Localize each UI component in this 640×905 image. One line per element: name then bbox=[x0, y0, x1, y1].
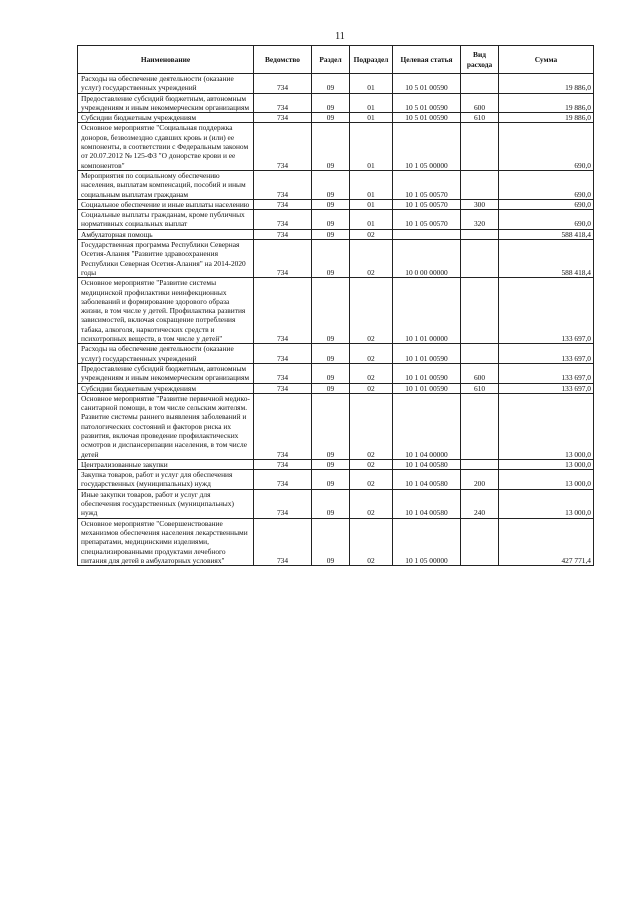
row-expense-type bbox=[461, 240, 499, 278]
row-department: 734 bbox=[254, 459, 312, 469]
row-subsection: 02 bbox=[350, 344, 393, 364]
row-name: Мероприятия по социальному обеспечению населения, выплатам компенсаций, пособий и иным социальным выплатам гражданам bbox=[78, 170, 254, 199]
row-name: Основное мероприятие "Социальная поддержка доноров, безвозмездно сдавших кровь и (или) ее компоненты, в соответствии с Федеральным законом от 20.07.2012 № 125-ФЗ "О донорстве крови и ее компонентов" bbox=[78, 123, 254, 170]
row-target-article: 10 0 00 00000 bbox=[393, 240, 461, 278]
row-department: 734 bbox=[254, 210, 312, 230]
column-header-sum: Сумма bbox=[499, 46, 594, 74]
table-row bbox=[78, 470, 594, 490]
row-subsection: 01 bbox=[350, 123, 393, 170]
row-sum: 19 886,0 bbox=[499, 74, 594, 94]
row-section: 09 bbox=[312, 278, 350, 344]
row-expense-type bbox=[461, 459, 499, 469]
row-expense-type: 200 bbox=[461, 470, 499, 490]
row-sum: 427 771,4 bbox=[499, 518, 594, 565]
row-sum: 588 418,4 bbox=[499, 240, 594, 278]
row-section: 09 bbox=[312, 393, 350, 459]
table-row bbox=[78, 113, 594, 123]
row-sum: 13 000,0 bbox=[499, 393, 594, 459]
table-row bbox=[78, 363, 594, 383]
row-subsection: 02 bbox=[350, 240, 393, 278]
row-name: Расходы на обеспечение деятельности (оказание услуг) государственных учреждений bbox=[78, 344, 254, 364]
row-name: Централизованные закупки bbox=[78, 459, 254, 469]
row-target-article: 10 5 01 00590 bbox=[393, 93, 461, 113]
row-sum: 13 000,0 bbox=[499, 459, 594, 469]
table-row bbox=[78, 170, 594, 199]
row-sum: 690,0 bbox=[499, 123, 594, 170]
row-section: 09 bbox=[312, 383, 350, 393]
row-name: Закупка товаров, работ и услуг для обеспечения государственных (муниципальных) нужд bbox=[78, 470, 254, 490]
row-name: Амбулаторная помощь bbox=[78, 229, 254, 239]
row-expense-type: 600 bbox=[461, 93, 499, 113]
row-section: 09 bbox=[312, 113, 350, 123]
row-target-article: 10 1 05 00570 bbox=[393, 199, 461, 209]
row-subsection: 02 bbox=[350, 470, 393, 490]
table-row bbox=[78, 459, 594, 469]
row-name: Социальное обеспечение и иные выплаты населению bbox=[78, 199, 254, 209]
row-department: 734 bbox=[254, 240, 312, 278]
row-target-article: 10 1 05 00570 bbox=[393, 210, 461, 230]
row-name: Основное мероприятие "Совершенствование механизмов обеспечения населения лекарственными препаратами, медицинскими изделиями, специализированными продуктами лечебного питания для детей в амбулаторных условиях" bbox=[78, 518, 254, 565]
row-section: 09 bbox=[312, 93, 350, 113]
row-expense-type: 610 bbox=[461, 383, 499, 393]
row-section: 09 bbox=[312, 470, 350, 490]
row-section: 09 bbox=[312, 363, 350, 383]
row-department: 734 bbox=[254, 518, 312, 565]
row-sum: 588 418,4 bbox=[499, 229, 594, 239]
row-subsection: 01 bbox=[350, 74, 393, 94]
row-target-article: 10 1 01 00590 bbox=[393, 344, 461, 364]
row-expense-type: 240 bbox=[461, 489, 499, 518]
row-department: 734 bbox=[254, 199, 312, 209]
table-row bbox=[78, 393, 594, 459]
row-sum: 133 697,0 bbox=[499, 383, 594, 393]
row-target-article: 10 1 04 00580 bbox=[393, 459, 461, 469]
row-target-article: 10 1 05 00000 bbox=[393, 123, 461, 170]
row-subsection: 01 bbox=[350, 113, 393, 123]
row-subsection: 02 bbox=[350, 383, 393, 393]
row-expense-type: 610 bbox=[461, 113, 499, 123]
row-section: 09 bbox=[312, 170, 350, 199]
row-department: 734 bbox=[254, 93, 312, 113]
row-department: 734 bbox=[254, 113, 312, 123]
row-department: 734 bbox=[254, 229, 312, 239]
table-row bbox=[78, 229, 594, 239]
row-name: Субсидии бюджетным учреждениям bbox=[78, 383, 254, 393]
row-subsection: 02 bbox=[350, 518, 393, 565]
row-sum: 690,0 bbox=[499, 170, 594, 199]
row-name: Государственная программа Республики Северная Осетия-Алания "Развитие здравоохранения Республики Северная Осетия-Алания" на 2014-2020 годы bbox=[78, 240, 254, 278]
row-sum: 133 697,0 bbox=[499, 363, 594, 383]
row-name: Предоставление субсидий бюджетным, автономным учреждениям и иным некоммерческим организациям bbox=[78, 93, 254, 113]
row-target-article: 10 1 01 00590 bbox=[393, 383, 461, 393]
row-expense-type: 320 bbox=[461, 210, 499, 230]
column-header-department: Ведомство bbox=[254, 46, 312, 74]
row-section: 09 bbox=[312, 518, 350, 565]
row-section: 09 bbox=[312, 210, 350, 230]
row-section: 09 bbox=[312, 74, 350, 94]
table-row bbox=[78, 210, 594, 230]
row-department: 734 bbox=[254, 393, 312, 459]
row-target-article: 10 5 01 00590 bbox=[393, 74, 461, 94]
row-name: Расходы на обеспечение деятельности (оказание услуг) государственных учреждений bbox=[78, 74, 254, 94]
row-subsection: 02 bbox=[350, 278, 393, 344]
table-row bbox=[78, 240, 594, 278]
row-department: 734 bbox=[254, 344, 312, 364]
row-department: 734 bbox=[254, 383, 312, 393]
row-department: 734 bbox=[254, 123, 312, 170]
column-header-expense-type: Вид расхода bbox=[461, 46, 499, 74]
row-section: 09 bbox=[312, 459, 350, 469]
row-section: 09 bbox=[312, 344, 350, 364]
table-row bbox=[78, 278, 594, 344]
table-row bbox=[78, 383, 594, 393]
row-expense-type: 600 bbox=[461, 363, 499, 383]
row-name: Предоставление субсидий бюджетным, автономным учреждениям и иным некоммерческим организациям bbox=[78, 363, 254, 383]
table-row bbox=[78, 93, 594, 113]
table-row bbox=[78, 489, 594, 518]
row-department: 734 bbox=[254, 278, 312, 344]
row-name: Социальные выплаты гражданам, кроме публичных нормативных социальных выплат bbox=[78, 210, 254, 230]
row-sum: 690,0 bbox=[499, 199, 594, 209]
column-header-name: Наименование bbox=[78, 46, 254, 74]
row-subsection: 02 bbox=[350, 393, 393, 459]
row-section: 09 bbox=[312, 123, 350, 170]
row-target-article: 10 1 01 00590 bbox=[393, 363, 461, 383]
table-row bbox=[78, 344, 594, 364]
row-sum: 19 886,0 bbox=[499, 113, 594, 123]
header-row bbox=[78, 46, 594, 74]
row-name: Субсидии бюджетным учреждениям bbox=[78, 113, 254, 123]
row-sum: 133 697,0 bbox=[499, 278, 594, 344]
row-subsection: 01 bbox=[350, 170, 393, 199]
row-subsection: 02 bbox=[350, 459, 393, 469]
row-subsection: 02 bbox=[350, 489, 393, 518]
row-subsection: 02 bbox=[350, 229, 393, 239]
row-target-article: 10 1 04 00000 bbox=[393, 393, 461, 459]
row-section: 09 bbox=[312, 199, 350, 209]
page-number: 11 bbox=[335, 31, 345, 42]
row-department: 734 bbox=[254, 74, 312, 94]
row-target-article: 10 1 05 00570 bbox=[393, 170, 461, 199]
table-body bbox=[78, 74, 594, 566]
row-expense-type bbox=[461, 393, 499, 459]
row-target-article: 10 1 04 00580 bbox=[393, 470, 461, 490]
row-target-article bbox=[393, 229, 461, 239]
row-expense-type bbox=[461, 229, 499, 239]
row-department: 734 bbox=[254, 470, 312, 490]
row-name: Основное мероприятие "Развитие первичной медико-санитарной помощи, в том числе сельским жителям. Развитие системы раннего выявления заболеваний и патологических состояний и факторов риска их развития, включая проведение профилактических осмотров и диспансеризации населения, в том числе детей bbox=[78, 393, 254, 459]
row-sum: 13 000,0 bbox=[499, 470, 594, 490]
table-row bbox=[78, 518, 594, 565]
table-row bbox=[78, 199, 594, 209]
row-expense-type bbox=[461, 123, 499, 170]
row-expense-type bbox=[461, 518, 499, 565]
table-row bbox=[78, 123, 594, 170]
column-header-subsection: Подраздел bbox=[350, 46, 393, 74]
row-subsection: 01 bbox=[350, 199, 393, 209]
row-section: 09 bbox=[312, 229, 350, 239]
row-department: 734 bbox=[254, 489, 312, 518]
row-expense-type bbox=[461, 170, 499, 199]
row-department: 734 bbox=[254, 170, 312, 199]
row-target-article: 10 1 01 00000 bbox=[393, 278, 461, 344]
row-subsection: 01 bbox=[350, 93, 393, 113]
row-sum: 133 697,0 bbox=[499, 344, 594, 364]
table-row bbox=[78, 74, 594, 94]
row-section: 09 bbox=[312, 240, 350, 278]
row-target-article: 10 5 01 00590 bbox=[393, 113, 461, 123]
row-target-article: 10 1 04 00580 bbox=[393, 489, 461, 518]
row-expense-type bbox=[461, 344, 499, 364]
column-header-target-article: Целевая статья bbox=[393, 46, 461, 74]
row-subsection: 02 bbox=[350, 363, 393, 383]
row-name: Иные закупки товаров, работ и услуг для обеспечения государственных (муниципальных) нужд bbox=[78, 489, 254, 518]
row-section: 09 bbox=[312, 489, 350, 518]
row-expense-type bbox=[461, 74, 499, 94]
row-expense-type bbox=[461, 278, 499, 344]
budget-table bbox=[77, 45, 594, 566]
row-sum: 690,0 bbox=[499, 210, 594, 230]
row-expense-type: 300 bbox=[461, 199, 499, 209]
row-sum: 13 000,0 bbox=[499, 489, 594, 518]
row-sum: 19 886,0 bbox=[499, 93, 594, 113]
row-subsection: 01 bbox=[350, 210, 393, 230]
row-target-article: 10 1 05 00000 bbox=[393, 518, 461, 565]
column-header-section: Раздел bbox=[312, 46, 350, 74]
row-department: 734 bbox=[254, 363, 312, 383]
row-name: Основное мероприятие "Развитие системы медицинской профилактики неинфекционных заболеваний и формирование здорового образа жизни, в том числе у детей. Профилактика развития зависимостей, включая сокращение потребления табака, алкоголя, наркотических средств и психотропных веществ, в том числе у детей" bbox=[78, 278, 254, 344]
